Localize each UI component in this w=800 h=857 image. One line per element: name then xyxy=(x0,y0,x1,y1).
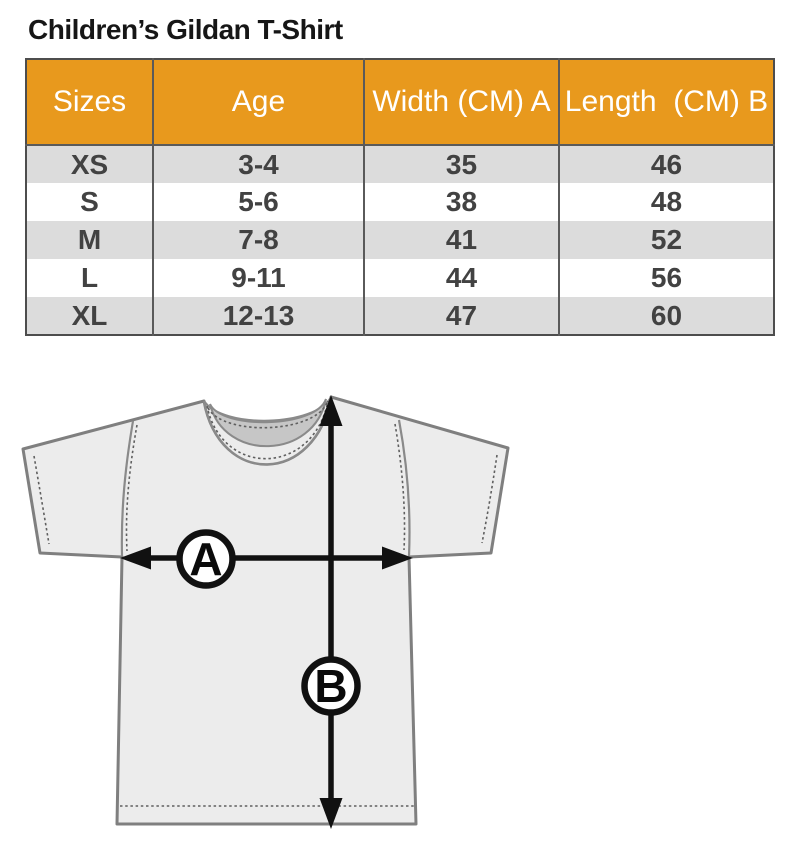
width-cell: 35 xyxy=(364,145,559,183)
size-table xyxy=(25,58,775,336)
length-cell: 56 xyxy=(559,259,774,297)
width-cell: 41 xyxy=(364,221,559,259)
width-marker-badge xyxy=(180,533,233,586)
length-marker-label: B xyxy=(314,660,348,712)
length-cell: 48 xyxy=(559,183,774,221)
table-row xyxy=(26,145,774,183)
age-cell: 12-13 xyxy=(153,297,364,335)
size-cell: M xyxy=(26,221,153,259)
page-title: Children’s Gildan T-Shirt xyxy=(28,14,343,45)
length-marker-badge xyxy=(305,660,358,713)
length-cell: 52 xyxy=(559,221,774,259)
size-cell: XL xyxy=(26,297,153,335)
length-cell: 60 xyxy=(559,297,774,335)
age-cell: 3-4 xyxy=(153,145,364,183)
width-marker-label: A xyxy=(189,533,223,585)
header-age: Age xyxy=(153,59,364,145)
table-row xyxy=(26,297,774,335)
size-table-header xyxy=(26,59,774,145)
size-cell: S xyxy=(26,183,153,221)
length-cell: 46 xyxy=(559,145,774,183)
table-row xyxy=(26,221,774,259)
width-cell: 47 xyxy=(364,297,559,335)
size-cell: L xyxy=(26,259,153,297)
tshirt-diagram xyxy=(0,380,560,857)
header-sizes: Sizes xyxy=(26,59,153,145)
header-width: Width (CM) A xyxy=(364,59,559,145)
size-cell: XS xyxy=(26,145,153,183)
table-row xyxy=(26,183,774,221)
table-row xyxy=(26,259,774,297)
width-cell: 38 xyxy=(364,183,559,221)
age-cell: 5-6 xyxy=(153,183,364,221)
age-cell: 9-11 xyxy=(153,259,364,297)
age-cell: 7-8 xyxy=(153,221,364,259)
width-cell: 44 xyxy=(364,259,559,297)
header-length: Length (CM) B xyxy=(559,59,774,145)
header-row xyxy=(26,59,774,145)
